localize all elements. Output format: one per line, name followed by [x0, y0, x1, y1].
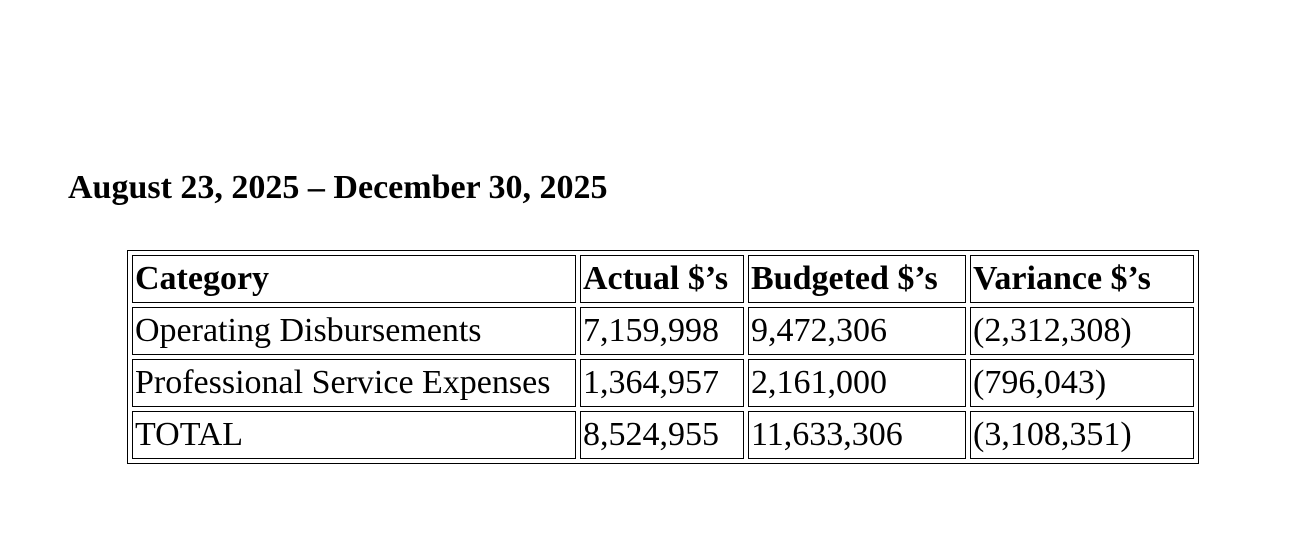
cell-budgeted: 11,633,306: [748, 411, 966, 459]
header-variance: Variance $’s: [970, 255, 1194, 303]
header-budgeted: Budgeted $’s: [748, 255, 966, 303]
header-category: Category: [132, 255, 576, 303]
cell-actual: 1,364,957: [580, 359, 744, 407]
cell-budgeted: 2,161,000: [748, 359, 966, 407]
table-row: [132, 307, 1194, 355]
cell-actual: 7,159,998: [580, 307, 744, 355]
table-row: [132, 359, 1194, 407]
header-actual: Actual $’s: [580, 255, 744, 303]
cell-variance: (3,108,351): [970, 411, 1194, 459]
cell-variance: (2,312,308): [970, 307, 1194, 355]
table-header-row: [132, 255, 1194, 303]
period-heading: August 23, 2025 – December 30, 2025: [68, 169, 608, 206]
cell-category: TOTAL: [132, 411, 576, 459]
budget-variance-table: [127, 250, 1199, 464]
cell-category: Operating Disbursements: [132, 307, 576, 355]
table-row-total: [132, 411, 1194, 459]
cell-budgeted: 9,472,306: [748, 307, 966, 355]
cell-variance: (796,043): [970, 359, 1194, 407]
cell-category: Professional Service Expenses: [132, 359, 576, 407]
cell-actual: 8,524,955: [580, 411, 744, 459]
